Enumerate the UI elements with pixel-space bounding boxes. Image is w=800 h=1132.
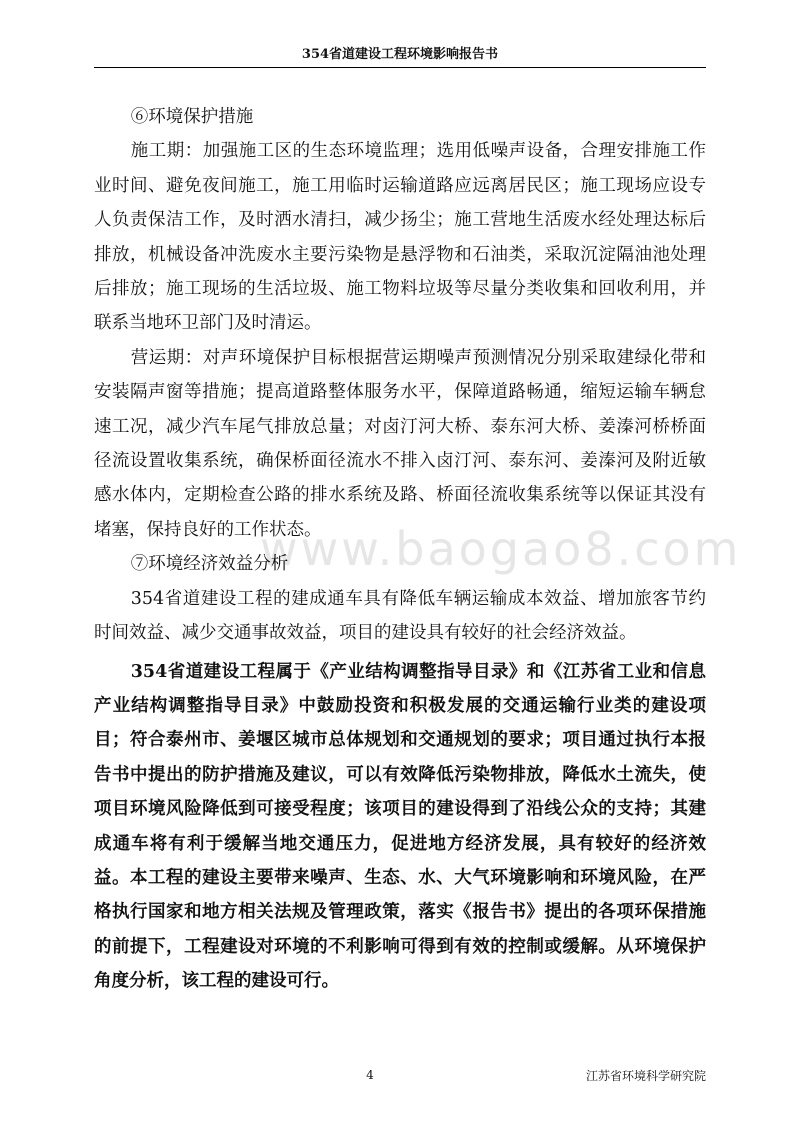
header-divider <box>94 67 706 68</box>
page-header-title: 354省道建设工程环境影响报告书 <box>301 47 499 62</box>
paragraph-operation-period: 营运期：对声环境保护目标根据营运期噪声预测情况分别采取建绿化带和安装隔声窗等措施；提高道路整体服务水平，保障道路畅通，缩短运输车辆怠速工况，减少汽车尾气排放总量；对卤汀河大桥、泰东河大桥、姜溱河桥桥面径流设置收集系统，确保桥面径流水不排入卤汀河、泰东河、姜溱河及附近敏感水体内，定期检查公路的排水系统及路、桥面径流收集系统等以保证其没有堵塞，保持良好的工作状态。 <box>94 347 706 540</box>
document-body <box>94 100 742 999</box>
paragraph-economic-benefit: 354省道建设工程的建成通车具有降低车辆运输成本效益、增加旅客节约时间效益、减少交通事故效益，项目的建设具有较好的社会经济效益。 <box>94 588 706 644</box>
page-number: 4 <box>366 1068 374 1082</box>
paragraph-conclusion: 354省道建设工程属于《产业结构调整指导目录》和《江苏省工业和信息产业结构调整指导目录》中鼓励投资和积极发展的交通运输行业类的建设项目；符合泰州市、姜堰区城市总体规划和交通规划的要求；项目通过执行本报告书中提出的防护措施及建议，可以有效降低污染物排放，降低水土流失，使项目环境风险降低到可接受程度；该项目的建设得到了沿线公众的支持；其建成通车将有利于缓解当地交通压力，促进地方经济发展，具有较好的经济效益。本工程的建设主要带来噪声、生态、水、大气环境影响和环境风险，在严格执行国家和地方相关法规及管理政策，落实《报告书》提出的各项环保措施的前提下，工程建设对环境的不利影响可得到有效的控制或缓解。从环境保护角度分析，该工程的建设可行。 <box>94 661 706 992</box>
section-heading-economic-analysis: ⑦环境经济效益分析 <box>130 554 289 575</box>
footer-organization: 江苏省环境科学研究院 <box>585 1069 706 1083</box>
paragraph-construction-period: 施工期：加强施工区的生态环境监理；选用低噪声设备，合理安排施工作业时间、避免夜间施工，施工用临时运输道路应远离居民区；施工现场应设专人负责保洁工作，及时洒水清扫，减少扬尘；施工营地生活废水经处理达标后排放，机械设备冲洗废水主要污染物是悬浮物和石油类，采取沉淀隔油池处理后排放；施工现场的生活垃圾、施工物料垃圾等尽量分类收集和回收利用，并联系当地环卫部门及时清运。 <box>94 141 706 334</box>
watermark: www.baogao8.com <box>260 522 742 576</box>
section-heading-environmental-measures: ⑥环境保护措施 <box>130 107 254 127</box>
